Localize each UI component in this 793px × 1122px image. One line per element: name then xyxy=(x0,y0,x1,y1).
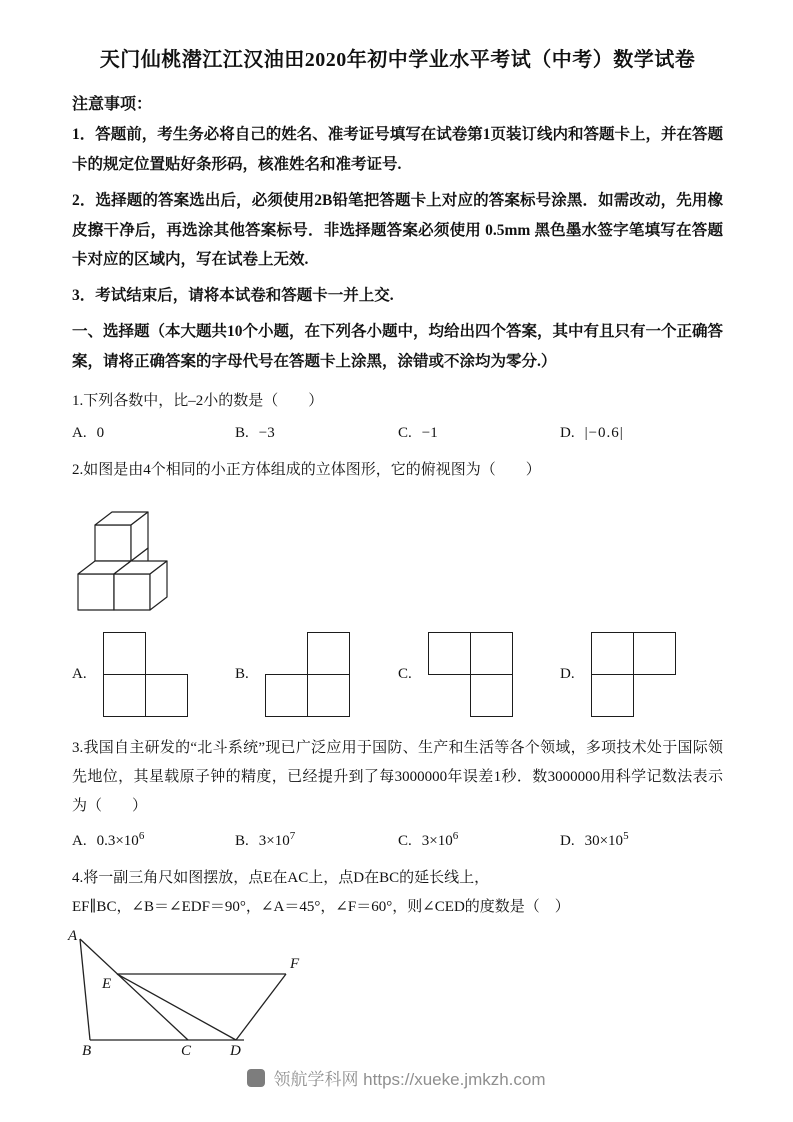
notice-item-2: 2．选择题的答案选出后，必须使用2B铅笔把答题卡上对应的答案标号涂黑．如需改动，先用橡皮擦干净后，再选涂其他答案标号．非选择题答案必须使用 0.5mm 黑色墨水签字笔填写在答题卡对应的区域内，写在试卷上无效. xyxy=(72,191,723,269)
question-2-text: 2.如图是由4个相同的小正方体组成的立体图形，它的俯视图为（ ） xyxy=(72,461,541,478)
q2-figure-isometric-cubes xyxy=(66,489,723,622)
q3-option-a-label: A. xyxy=(72,832,87,849)
q1-option-d-label: D. xyxy=(560,424,575,441)
q3-option-a-value: 0.3×10 xyxy=(96,832,139,849)
q3-option-b-value: 3×10 xyxy=(258,832,290,849)
q3-option-c xyxy=(398,830,560,850)
q2-option-a-shape xyxy=(103,632,189,718)
q3-option-d-label: D. xyxy=(560,832,575,849)
q2-option-c-label: C. xyxy=(398,666,412,683)
notice-item-3: 3．考试结束后，请将本试卷和答题卡一并上交. xyxy=(72,287,394,305)
question-1 xyxy=(72,387,723,441)
q3-option-d xyxy=(560,830,723,850)
notice-item-1: 1．答题前，考生务必将自己的姓名、准考证号填写在试卷第1页装订线内和答题卡上，并在答题卡的规定位置贴好条形码，核准姓名和准考证号. xyxy=(72,126,724,174)
q1-option-c-value: −1 xyxy=(421,424,438,441)
q3-option-b-exp: 7 xyxy=(289,829,296,842)
q2-option-a-label: A. xyxy=(72,666,87,683)
q3-option-b-label: B. xyxy=(235,832,249,849)
question-4-text-line2: EF∥BC，∠B＝∠EDF＝90°，∠A＝45°，∠F＝60°，则∠CED的度数是（ ） xyxy=(72,898,570,915)
q1-option-c-label: C. xyxy=(398,424,412,441)
section-1-heading: 一、选择题（本大题共10个小题，在下列各小题中，均给出四个答案，其中有且只有一个正确答案，请将正确答案的字母代号在答题卡上涂黑，涂错或不涂均为零分.） xyxy=(72,322,724,371)
q3-option-d-value: 30×10 xyxy=(584,832,624,849)
q1-option-d-value: |−0.6| xyxy=(584,424,624,441)
q4-label-c: C xyxy=(181,1043,192,1060)
q2-option-c xyxy=(398,632,560,718)
q4-label-e: E xyxy=(102,976,112,993)
q1-option-a-value: 0 xyxy=(96,424,105,441)
q2-option-c-shape xyxy=(428,632,514,718)
q1-option-d xyxy=(560,425,723,442)
question-3-options xyxy=(72,830,723,850)
q2-option-b-shape xyxy=(265,632,351,718)
q3-option-c-value: 3×10 xyxy=(421,832,453,849)
q3-option-a-exp: 6 xyxy=(138,829,145,842)
q2-option-b xyxy=(235,632,398,718)
q4-label-a: A xyxy=(68,928,78,945)
page-title: 天门仙桃潜江江汉油田2020年初中学业水平考试（中考）数学试卷 xyxy=(99,49,696,71)
watermark-text: 领航学科网 https://xueke.jmkzh.com xyxy=(273,1070,546,1089)
question-2-answer-shapes xyxy=(72,632,723,718)
question-1-options xyxy=(72,425,723,442)
q1-option-c xyxy=(398,425,560,442)
q1-option-b-label: B. xyxy=(235,424,249,441)
q3-option-c-label: C. xyxy=(398,832,412,849)
q3-option-b xyxy=(235,830,398,850)
q2-option-b-label: B. xyxy=(235,666,249,683)
q1-option-b-value: −3 xyxy=(258,424,275,441)
q4-figure-triangles xyxy=(64,928,723,1081)
question-3-text: 3.我国自主研发的“北斗系统”现已广泛应用于国防、生产和生活等各个领域，多项技术处于国际领先地位，其星载原子钟的精度，已经提升到了每3000000年误差1秒．数3000000用科学记数法表示为（ ） xyxy=(72,739,723,815)
q4-label-d: D xyxy=(230,1043,241,1060)
watermark-logo-icon xyxy=(247,1069,265,1087)
q2-option-a xyxy=(72,632,235,718)
q2-option-d xyxy=(560,632,723,718)
q2-option-d-label: D. xyxy=(560,666,575,683)
question-2 xyxy=(72,456,723,718)
question-4 xyxy=(68,864,723,1082)
q3-option-a xyxy=(72,830,235,850)
q4-label-f: F xyxy=(290,956,300,973)
q4-label-b: B xyxy=(82,1043,92,1060)
q3-option-d-exp: 5 xyxy=(623,829,629,842)
question-3 xyxy=(72,734,723,850)
q2-option-d-shape xyxy=(591,632,677,718)
notice-heading: 注意事项： xyxy=(72,96,153,113)
question-4-text-line1: 4.将一副三角尺如图摆放，点E在AC上，点D在BC的延长线上， xyxy=(72,869,490,886)
q1-option-b xyxy=(235,425,398,442)
q3-option-c-exp: 6 xyxy=(452,829,459,842)
q1-option-a xyxy=(72,425,235,442)
q1-option-a-label: A. xyxy=(72,424,87,441)
footer-watermark xyxy=(0,1065,793,1090)
question-1-text: 1.下列各数中，比–2小的数是（ ） xyxy=(72,393,324,410)
